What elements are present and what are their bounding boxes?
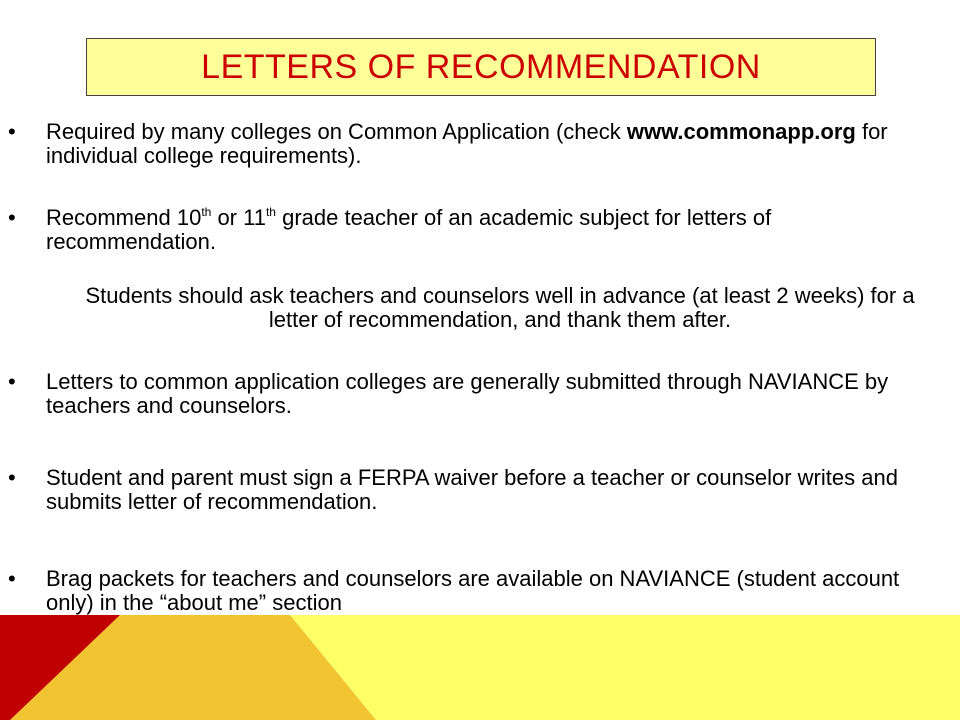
deco-red-triangle <box>0 615 120 720</box>
bullet-text: Student and parent must sign a FERPA waiver before a teacher or counselor writes and submits letter of recommendation. <box>46 465 898 514</box>
commonapp-link-text: www.commonapp.org <box>626 119 856 144</box>
advice-note: Students should ask teachers and counselors well in advance (at least 2 weeks) for a letter of recommendation, and thank them after. <box>85 283 915 332</box>
bullet-text: Required by many colleges on Common Application (check www.commonapp.org for individual college requirements). <box>46 119 888 168</box>
deco-yellow-band <box>290 615 960 720</box>
bullet-dot: • <box>8 205 16 230</box>
bullet-dot: • <box>8 566 16 591</box>
bullet-dot: • <box>8 465 16 490</box>
bullet-text: Letters to common application colleges are generally submitted through NAVIANCE by teachers and counselors. <box>46 369 889 418</box>
bullet-text: Recommend 10th or 11th grade teacher of an academic subject for letters of recommendation. <box>46 205 772 254</box>
slide-title: LETTERS OF RECOMMENDATION <box>201 48 761 86</box>
bullet-text: Brag packets for teachers and counselors are available on NAVIANCE (student account only) in the “about me” section <box>46 566 900 615</box>
title-box <box>86 38 876 96</box>
bullet-dot: • <box>8 119 16 144</box>
deco-orange-band <box>10 615 376 720</box>
bullet-dot: • <box>8 369 16 394</box>
